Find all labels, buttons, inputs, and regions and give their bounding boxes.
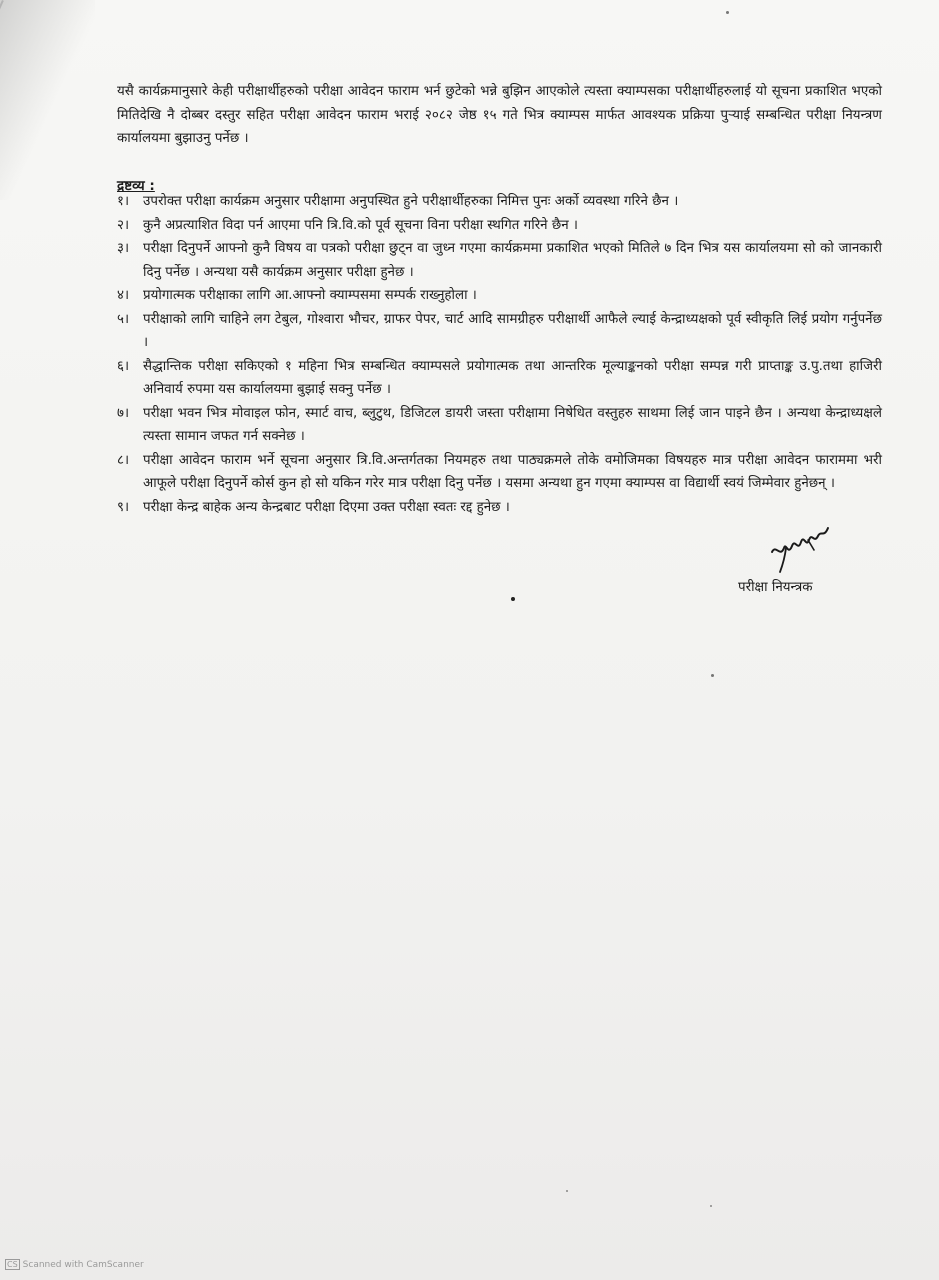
- scan-speck: [711, 674, 714, 677]
- page-edge-shadow: [0, 0, 95, 200]
- note-item: [117, 214, 882, 238]
- intro-paragraph: यसै कार्यक्रमानुसारे केही परीक्षार्थीहरुको परीक्षा आवेदन फाराम भर्न छुटेको भन्ने बुझिन आएकोले त्यस्ता क्याम्पसका परीक्षार्थीहरुलाई यो सूचना प्रकाशित भएको मितिदेखि नै दोब्बर दस्तुर सहित परीक्षा आवेदन फाराम भराई २०८२ जेष्ठ १५ गते भित्र क्याम्पस मार्फत आवश्यक प्रक्रिया पुर्‍याई सम्बन्धित परीक्षा नियन्त्रण कार्यालयमा बुझाउनु पर्नेछ ।: [117, 84, 882, 146]
- note-number: ९।: [117, 499, 130, 515]
- note-text: उपरोक्त परीक्षा कार्यक्रम अनुसार परीक्षामा अनुपस्थित हुने परीक्षार्थीहरुका निमित्त पुनः अर्को व्यवस्था गरिने छैन ।: [143, 194, 679, 209]
- note-text: प्रयोगात्मक परीक्षाका लागि आ.आफ्नो क्याम्पसमा सम्पर्क राख्नुहोला ।: [143, 288, 477, 303]
- note-item: [117, 190, 882, 214]
- note-number: ७।: [117, 405, 130, 421]
- note-number: ४।: [117, 288, 130, 303]
- scanner-watermark-text: Scanned with CamScanner: [22, 1260, 144, 1270]
- note-item: [117, 449, 882, 496]
- note-text: कुनै अप्रत्याशित विदा पर्न आएमा पनि त्रि.वि.को पूर्व सूचना विना परीक्षा स्थगित गरिने छैन ।: [143, 217, 579, 233]
- note-item: [117, 496, 882, 520]
- signatory-title: परीक्षा नियन्त्रक: [738, 580, 813, 595]
- notes-list: [117, 190, 882, 519]
- scan-speck: [566, 1190, 568, 1192]
- scan-speck: [710, 1205, 712, 1207]
- scanner-watermark: [5, 1260, 144, 1270]
- note-item: [117, 402, 882, 449]
- camscanner-logo: CS: [7, 1260, 18, 1269]
- scan-speck: [726, 11, 729, 14]
- notes-heading: द्रष्टव्य :: [117, 178, 155, 194]
- handwritten-signature: [768, 522, 834, 574]
- note-text: परीक्षा केन्द्र बाहेक अन्य केन्द्रबाट परीक्षा दिएमा उक्त परीक्षा स्वतः रद्द हुनेछ ।: [143, 499, 510, 515]
- note-text: सैद्धान्तिक परीक्षा सकिएको १ महिना भित्र सम्बन्धित क्याम्पसले प्रयोगात्मक तथा आन्तरिक मूल्याङ्कनको परीक्षा सम्पन्न गरी प्राप्ताङ्क उ.पु.तथा हाजिरी अनिवार्य रुपमा यस कार्यालयमा बुझाई सक्नु पर्नेछ ।: [143, 358, 882, 397]
- note-item: [117, 355, 882, 402]
- note-number: ८।: [117, 452, 130, 468]
- scan-speck: [511, 597, 515, 601]
- note-item: [117, 284, 882, 308]
- note-number: ६।: [117, 358, 130, 374]
- note-number: १।: [117, 194, 130, 209]
- note-number: २।: [117, 217, 130, 233]
- note-text: परीक्षा दिनुपर्ने आफ्नो कुनै विषय वा पत्रको परीक्षा छुट्न वा जुध्न गएमा कार्यक्रममा प्रकाशित भएको मितिले ७ दिन भित्र यस कार्यालयमा सो को जानकारी दिनु पर्नेछ । अन्यथा यसै कार्यक्रम अनुसार परीक्षा हुनेछ ।: [143, 241, 882, 280]
- note-text: परीक्षा भवन भित्र मोवाइल फोन, स्मार्ट वाच, ब्लुटुथ, डिजिटल डायरी जस्ता परीक्षामा निषेधित वस्तुहरु साथमा लिई जान पाइने छैन । अन्यथा केन्द्राध्यक्षले त्यस्ता सामान जफत गर्न सक्नेछ ।: [143, 405, 882, 444]
- note-text: परीक्षा आवेदन फाराम भर्ने सूचना अनुसार त्रि.वि.अन्तर्गतका नियमहरु तथा पाठ्यक्रमले तोके वमोजिमका विषयहरु मात्र परीक्षा आवेदन फाराममा भरी आफूले परीक्षा दिनुपर्ने कोर्स कुन हो सो यकिन गरेर मात्र परीक्षा दिनु पर्नेछ । यसमा अन्यथा हुन गएमा क्याम्पस वा विद्यार्थी स्वयं जिम्मेवार हुनेछन् ।: [143, 452, 882, 491]
- note-item: [117, 237, 882, 284]
- note-text: परीक्षाको लागि चाहिने लग टेबुल, गोश्वारा भौचर, ग्राफर पेपर, चार्ट आदि सामग्रीहरु परीक्षार्थी आफैले ल्याई केन्द्राध्यक्षको पूर्व स्वीकृति लिई प्रयोग गर्नुपर्नेछ ।: [143, 311, 882, 350]
- note-number: ५।: [117, 311, 130, 327]
- note-item: [117, 308, 882, 355]
- note-number: ३।: [117, 241, 130, 256]
